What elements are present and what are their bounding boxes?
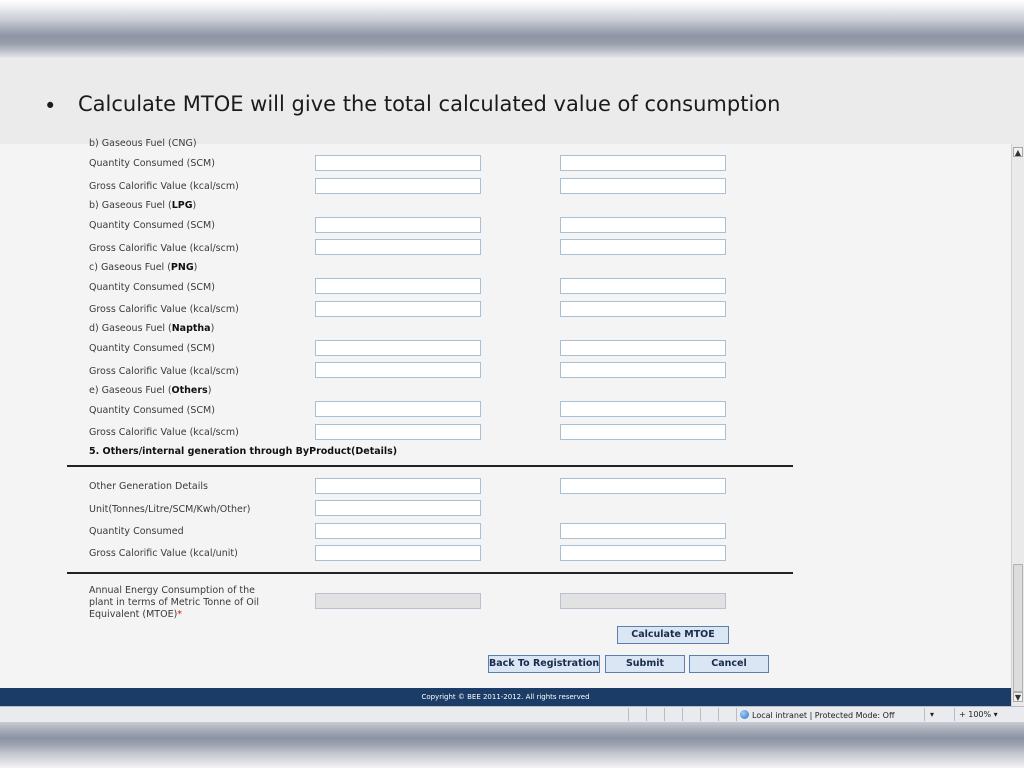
globe-icon xyxy=(740,710,749,719)
lpg-gcv-current-input[interactable] xyxy=(315,239,481,255)
cng-quantity-label: Quantity Consumed (SCM) xyxy=(89,158,215,169)
status-cell xyxy=(646,708,664,721)
others-quantity-current-input[interactable] xyxy=(315,401,481,417)
byproduct-quantity-label: Quantity Consumed xyxy=(89,526,184,537)
bullet-marker: • xyxy=(44,94,57,118)
vertical-scrollbar[interactable] xyxy=(1011,144,1024,706)
png-quantity-current-input[interactable] xyxy=(315,278,481,294)
scroll-up-icon[interactable]: ▲ xyxy=(1014,148,1022,157)
byproduct-gcv-current-input[interactable] xyxy=(315,545,481,561)
cancel-button[interactable]: Cancel xyxy=(689,655,769,673)
slide-bottom-banner xyxy=(0,722,1024,768)
unit-input[interactable] xyxy=(315,500,481,516)
cng-gcv-current-input[interactable] xyxy=(315,178,481,194)
back-to-registration-button[interactable]: Back To Registration xyxy=(488,655,600,673)
others-gcv-current-input[interactable] xyxy=(315,424,481,440)
zoom-control[interactable]: + 100% ▾ xyxy=(954,708,1014,721)
byproduct-quantity-current-input[interactable] xyxy=(315,523,481,539)
png-quantity-previous-input[interactable] xyxy=(560,278,726,294)
cng-gcv-previous-input[interactable] xyxy=(560,178,726,194)
byproduct-gcv-previous-input[interactable] xyxy=(560,545,726,561)
submit-button[interactable]: Submit xyxy=(605,655,685,673)
png-gcv-current-input[interactable] xyxy=(315,301,481,317)
lpg-quantity-current-input[interactable] xyxy=(315,217,481,233)
browser-status-bar xyxy=(0,706,1024,722)
annual-mtoe-label: Annual Energy Consumption of the plant in terms of Metric Tonne of Oil Equivalent (MTOE)* xyxy=(89,585,260,620)
zone-text: Local intranet | Protected Mode: Off xyxy=(752,711,895,720)
section-divider xyxy=(67,465,793,467)
naptha-quantity-label: Quantity Consumed (SCM) xyxy=(89,343,215,354)
lpg-gcv-previous-input[interactable] xyxy=(560,239,726,255)
other-generation-previous-input[interactable] xyxy=(560,478,726,494)
copyright-text: Copyright © BEE 2011-2012. All rights reserved xyxy=(421,693,590,701)
annual-mtoe-current-output xyxy=(315,593,481,609)
status-cell xyxy=(628,708,646,721)
section-5-title: 5. Others/internal generation through ByProduct(Details) xyxy=(89,446,398,457)
zoom-level: 100% xyxy=(968,710,992,719)
status-cell xyxy=(682,708,700,721)
scroll-thumb[interactable] xyxy=(1013,564,1023,692)
status-cell xyxy=(664,708,682,721)
form-area xyxy=(0,138,1011,688)
others-group-label: e) Gaseous Fuel (Others) xyxy=(89,385,212,396)
naptha-gcv-previous-input[interactable] xyxy=(560,362,726,378)
png-quantity-label: Quantity Consumed (SCM) xyxy=(89,282,215,293)
annual-divider xyxy=(67,572,793,574)
slide-bullet-text: Calculate MTOE will give the total calculated value of consumption xyxy=(78,92,781,116)
byproduct-gcv-label: Gross Calorific Value (kcal/unit) xyxy=(89,548,238,559)
naptha-quantity-current-input[interactable] xyxy=(315,340,481,356)
unit-label: Unit(Tonnes/Litre/SCM/Kwh/Other) xyxy=(89,504,251,515)
lpg-quantity-previous-input[interactable] xyxy=(560,217,726,233)
protected-mode-toggle[interactable] xyxy=(924,708,954,721)
other-generation-current-input[interactable] xyxy=(315,478,481,494)
slide-top-banner xyxy=(0,0,1024,58)
others-gcv-previous-input[interactable] xyxy=(560,424,726,440)
other-generation-label: Other Generation Details xyxy=(89,481,208,492)
byproduct-quantity-previous-input[interactable] xyxy=(560,523,726,539)
security-zone[interactable] xyxy=(736,708,924,721)
naptha-group-label: d) Gaseous Fuel (Naptha) xyxy=(89,323,215,334)
others-quantity-previous-input[interactable] xyxy=(560,401,726,417)
zoom-icon: + xyxy=(959,710,966,719)
annual-mtoe-previous-output xyxy=(560,593,726,609)
others-gcv-label: Gross Calorific Value (kcal/scm) xyxy=(89,427,239,438)
naptha-quantity-previous-input[interactable] xyxy=(560,340,726,356)
lpg-gcv-label: Gross Calorific Value (kcal/scm) xyxy=(89,243,239,254)
status-cell xyxy=(700,708,718,721)
scroll-down-icon[interactable]: ▼ xyxy=(1014,693,1022,702)
lpg-group-label: b) Gaseous Fuel (LPG) xyxy=(89,200,197,211)
cng-group-label: b) Gaseous Fuel (CNG) xyxy=(89,138,197,149)
naptha-gcv-label: Gross Calorific Value (kcal/scm) xyxy=(89,366,239,377)
calculate-mtoe-button[interactable]: Calculate MTOE xyxy=(617,626,729,644)
cng-gcv-label: Gross Calorific Value (kcal/scm) xyxy=(89,181,239,192)
cng-quantity-current-input[interactable] xyxy=(315,155,481,171)
status-cell xyxy=(718,708,736,721)
lpg-quantity-label: Quantity Consumed (SCM) xyxy=(89,220,215,231)
lock-dropdown-icon: ▾ xyxy=(930,710,935,719)
page-footer xyxy=(0,688,1011,706)
png-gcv-previous-input[interactable] xyxy=(560,301,726,317)
naptha-gcv-current-input[interactable] xyxy=(315,362,481,378)
required-marker: * xyxy=(177,609,183,620)
png-group-label: c) Gaseous Fuel (PNG) xyxy=(89,262,198,273)
cng-quantity-previous-input[interactable] xyxy=(560,155,726,171)
others-quantity-label: Quantity Consumed (SCM) xyxy=(89,405,215,416)
png-gcv-label: Gross Calorific Value (kcal/scm) xyxy=(89,304,239,315)
